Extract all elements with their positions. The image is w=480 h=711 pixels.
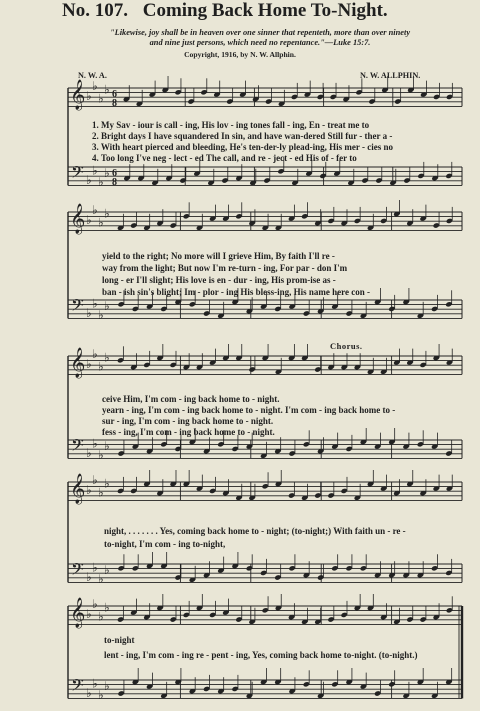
bass-clef: 𝄢 — [71, 559, 84, 583]
flat-sign: ♭ — [92, 163, 98, 178]
time-signature: 8 — [112, 177, 117, 188]
bass-clef: 𝄢 — [71, 162, 84, 186]
lyric-line: sur - ing, I'm com - ing back home to - night. — [102, 416, 274, 426]
treble-clef: 𝄞 — [70, 598, 86, 628]
flat-sign: ♭ — [92, 296, 98, 311]
treble-clef: 𝄞 — [70, 80, 86, 110]
flat-sign: ♭ — [104, 476, 110, 491]
chorus-label: Chorus. — [330, 341, 363, 351]
flat-sign: ♭ — [104, 438, 110, 453]
flat-sign: ♭ — [92, 473, 98, 487]
bass-clef: 𝄢 — [71, 435, 84, 459]
lyric-line: 3. With heart pierced and bleeding, He's ten-der-ly plead-ing, His mer - cies no — [92, 142, 393, 152]
flat-sign: ♭ — [92, 79, 98, 93]
lyric-line: to-night — [104, 635, 135, 645]
hymn-title: Coming Back Home To-Night. — [142, 0, 388, 21]
flat-sign: ♭ — [104, 165, 110, 180]
treble-clef: 𝄞 — [70, 474, 86, 504]
lyric-line: long - er I'll slight; His love is en - dur - ing, His prom-ise as - — [102, 275, 336, 285]
lyric-line: yearn - ing, I'm com - ing back home to - night. I'm com - ing back home to - — [102, 405, 396, 415]
flat-sign: ♭ — [92, 597, 98, 611]
flat-sign: ♭ — [86, 483, 92, 498]
flat-sign: ♭ — [104, 562, 110, 577]
flat-sign: ♭ — [98, 688, 104, 703]
flat-sign: ♭ — [104, 350, 110, 365]
flat-sign: ♭ — [92, 436, 98, 451]
flat-sign: ♭ — [86, 685, 92, 700]
lyric-line: fess - ing, I'm com - ing back home to - night. — [102, 427, 275, 437]
flat-sign: ♭ — [92, 560, 98, 575]
flat-sign: ♭ — [98, 609, 104, 624]
scripture-line-2: and nine just persons, which need no repentance."—Luke 15:7. — [149, 38, 371, 47]
time-signature: 6 — [112, 168, 117, 179]
treble-clef: 𝄞 — [70, 348, 86, 378]
time-signature: 8 — [112, 98, 117, 109]
lyric-line: 2. Bright days I have squandered In sin, and have wan-dered Still fur - ther a - — [92, 131, 393, 141]
flat-sign: ♭ — [98, 448, 104, 463]
flat-sign: ♭ — [98, 308, 104, 323]
lyric-line: to-night, I'm com - ing to-night, — [104, 539, 226, 549]
music-composer: N. W. ALLPHIN. — [360, 71, 421, 80]
flat-sign: ♭ — [104, 82, 110, 97]
flat-sign: ♭ — [98, 359, 104, 374]
flat-sign: ♭ — [98, 91, 104, 106]
lyric-line: 1. My Sav - iour is call - ing, His lov - ing tones fall - ing, En - treat me to — [92, 120, 370, 130]
flat-sign: ♭ — [86, 607, 92, 622]
time-signature: 6 — [112, 89, 117, 100]
words-author: N. W. A. — [78, 71, 107, 80]
flat-sign: ♭ — [98, 572, 104, 587]
flat-sign: ♭ — [86, 445, 92, 460]
scripture-line-1: "Likewise, joy shall be in heaven over one sinner that repenteth, more than over ninety — [109, 28, 411, 37]
lyric-line: yield to the right; No more will I grieve Him, By faith I'll re - — [102, 251, 335, 261]
lyric-line: ceive Him, I'm com - ing back home to - night. — [102, 394, 280, 404]
lyric-line: 4. Too long I've neg - lect - ed The call, and re - ject - ed His of - fer to — [92, 153, 357, 163]
treble-clef: 𝄞 — [70, 204, 86, 234]
flat-sign: ♭ — [86, 172, 92, 187]
flat-sign: ♭ — [98, 215, 104, 230]
lyric-line: night, . . . . . . . Yes, coming back home to - night; (to-night;) With faith un - re - — [104, 526, 406, 536]
flat-sign: ♭ — [86, 213, 92, 228]
flat-sign: ♭ — [86, 89, 92, 104]
bass-clef: 𝄢 — [71, 675, 84, 699]
flat-sign: ♭ — [92, 347, 98, 361]
flat-sign: ♭ — [98, 485, 104, 500]
flat-sign: ♭ — [86, 569, 92, 584]
flat-sign: ♭ — [86, 357, 92, 372]
flat-sign: ♭ — [86, 305, 92, 320]
flat-sign: ♭ — [104, 678, 110, 693]
lyric-line: way from the light; But now I'm re-turn - ing, For par - don I'm — [102, 263, 348, 273]
lyric-line: ban - ish sin's blight; Im - plor - ing His bless-ing, His name here con - — [102, 287, 370, 297]
flat-sign: ♭ — [104, 206, 110, 221]
flat-sign: ♭ — [92, 203, 98, 217]
flat-sign: ♭ — [92, 676, 98, 691]
bass-clef: 𝄢 — [71, 295, 84, 319]
flat-sign: ♭ — [98, 175, 104, 190]
lyric-line: lent - ing, I'm com - ing re - pent - ing, Yes, coming back home to-night. (to-night.) — [104, 650, 418, 660]
hymn-number: No. 107. — [62, 0, 128, 21]
copyright-notice: Copyright, 1916, by N. W. Allphin. — [184, 50, 296, 59]
flat-sign: ♭ — [104, 298, 110, 313]
flat-sign: ♭ — [104, 600, 110, 615]
